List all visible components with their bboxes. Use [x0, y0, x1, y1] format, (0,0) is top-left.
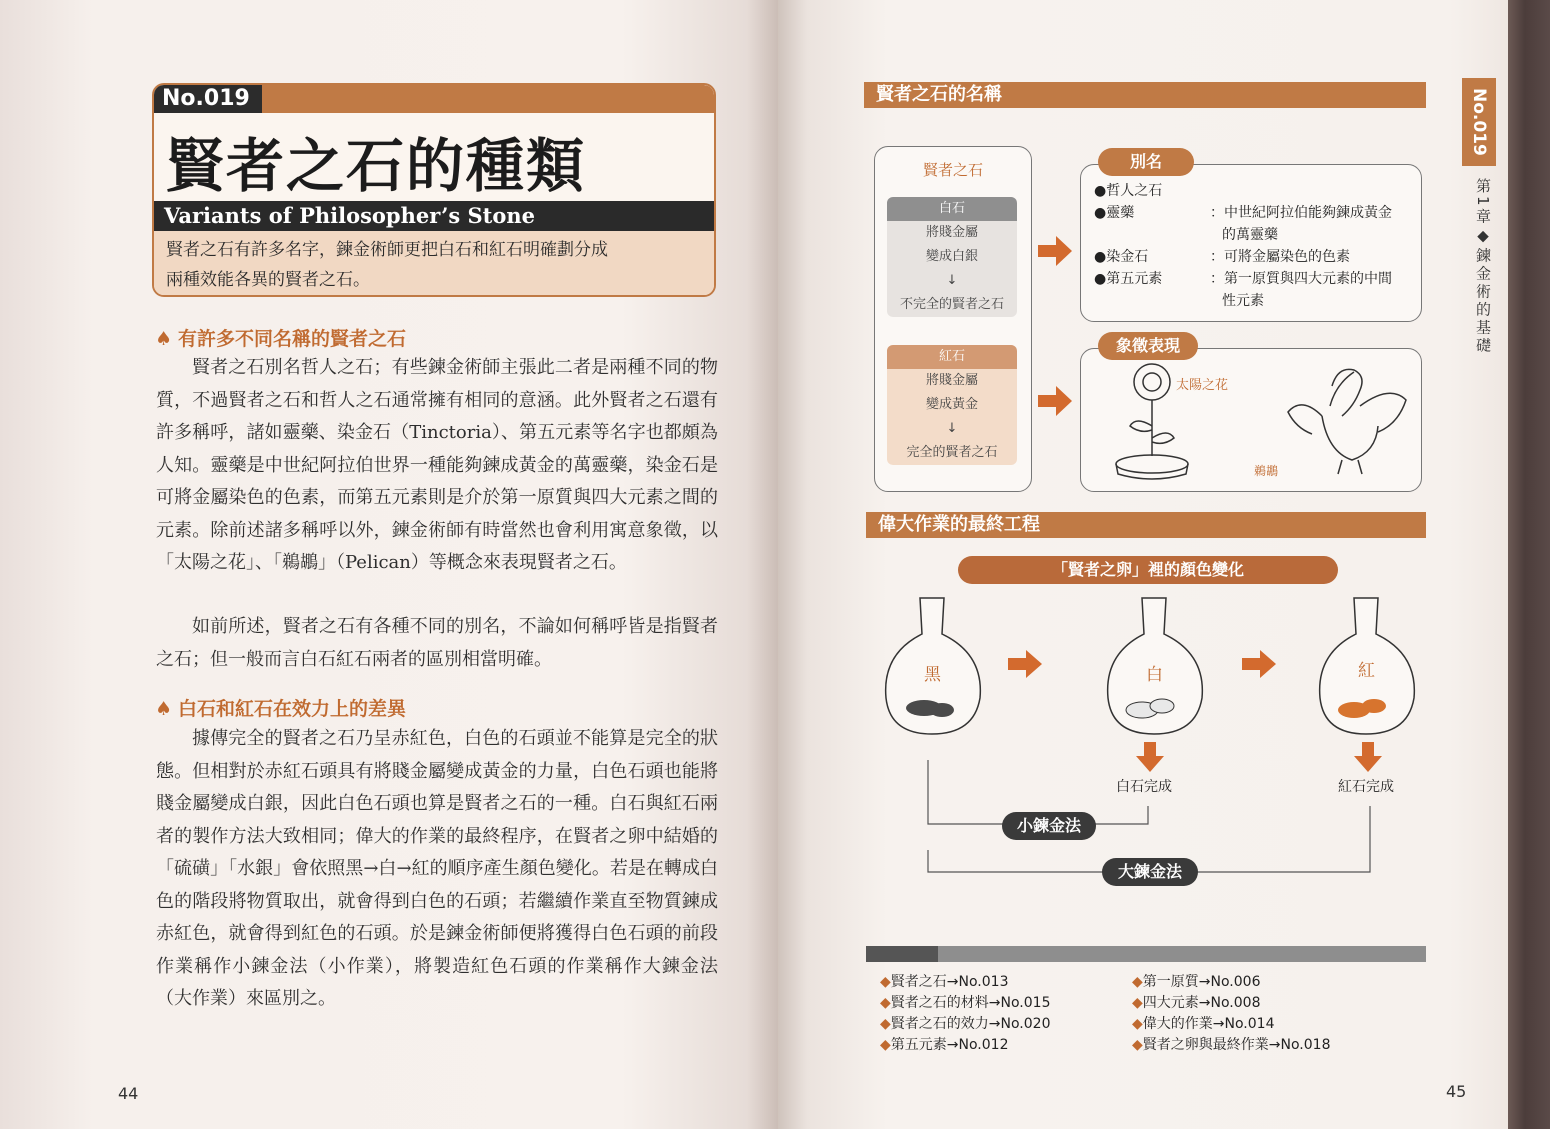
body-paragraph-1: 賢者之石別名哲人之石；有些鍊金術師主張此二者是兩種不同的物質，不過賢者之石和哲人之石通常擁有相同的意涵。此外賢者之石還有許多稱呼，諸如靈藥、染金石（Tinctoria）、第五元素等名字也都頗為人知。靈藥是中世紀阿拉伯世界一種能夠鍊成黃金的萬靈藥，染金石是可將金屬染色的色素，而第五元素則是介於第一原質與四大元素之間的元素。除前述諸多稱呼以外，鍊金術師有時當然也會利用寓意象徵，以「太陽之花」、「鵜鶘」（Pelican）等概念來表現賢者之石。: [156, 357, 718, 573]
spade-icon: ♠: [155, 698, 173, 720]
side-number-tab: No.019: [1462, 78, 1496, 166]
black-stage-label: 黑: [924, 665, 941, 685]
related-item: ◆賢者之卵與最終作業→No.018: [1132, 1037, 1331, 1053]
lead-summary: [154, 231, 714, 295]
white-stone-card: [887, 197, 1017, 317]
alias-row: ●哲人之石: [1094, 183, 1163, 199]
related-list-right: [1132, 972, 1330, 1056]
red-stone-result: 完全的賢者之石: [906, 445, 998, 460]
white-stage-label: 白: [1146, 665, 1163, 685]
body-paragraph-2: 如前所述，賢者之石有各種不同的別名，不論如何稱呼皆是指賢者之石；但一般而言白石紅石兩者的區別相當明確。: [156, 616, 718, 670]
section-bar-final: 偉大作業的最終工程: [866, 512, 1426, 538]
title-box: [152, 83, 716, 297]
related-item: ◆偉大的作業→No.014: [1132, 1016, 1275, 1032]
white-stone-line-2: 變成白銀: [925, 249, 978, 264]
english-title: Variants of Philosopher’s Stone: [154, 201, 714, 231]
red-stage-label: 紅: [1358, 661, 1375, 681]
red-stone-card: [887, 345, 1017, 465]
white-stone-title: 白石: [887, 197, 1017, 221]
pelican-icon: [1282, 356, 1412, 482]
number-bar: [262, 85, 714, 113]
related-item: ◆賢者之石的效力→No.020: [880, 1016, 1051, 1032]
right-arrow-icon: [1038, 386, 1074, 416]
related-item: ◆第一原質→No.006: [1132, 974, 1261, 990]
white-stone-line-1: 將賤金屬: [925, 225, 978, 240]
page-title: 賢者之石的種類: [166, 132, 587, 200]
alias-row: ●第五元素 ：第一原質與四大元素的中間: [1094, 271, 1392, 287]
red-stone-title: 紅石: [887, 345, 1017, 369]
alias-row: ●染金石 ：可將金屬染色的色素: [1094, 249, 1350, 265]
page-number-left: 44: [118, 1084, 139, 1103]
lead-line-2: 兩種效能各異的賢者之石。: [166, 270, 370, 290]
pelican-label: 鵜鶘: [1254, 464, 1279, 478]
book-edge: [1508, 0, 1550, 1129]
related-items-bar: [866, 946, 1426, 962]
white-stone-done: 白石完成: [1116, 779, 1172, 795]
page-number-right: 45: [1446, 1082, 1467, 1101]
section-heading-difference: ♠ 白石和紅石在效力上的差異: [155, 698, 407, 720]
section-heading-names: ♠ 有許多不同名稱的賢者之石: [155, 328, 407, 350]
small-method-pill: 小鍊金法: [1002, 812, 1096, 840]
alias-row: 的萬靈藥: [1222, 227, 1278, 243]
stone-types-box: [874, 146, 1032, 492]
red-stone-line-2: 變成黃金: [925, 397, 978, 412]
red-stone-line-1: 將賤金屬: [925, 373, 978, 388]
section-bar-names: 賢者之石的名稱: [864, 82, 1426, 108]
alias-row: 性元素: [1222, 293, 1264, 309]
red-stone-done: 紅石完成: [1338, 779, 1394, 795]
related-list-left: [880, 972, 1050, 1056]
alias-pill: 別名: [1098, 148, 1194, 176]
alias-row: ●靈藥 ：中世紀阿拉伯能夠鍊成黃金: [1094, 205, 1392, 221]
body-paragraph-3: 據傳完全的賢者之石乃呈赤紅色，白色的石頭並不能算是完全的狀態。但相對於赤紅石頭具有將賤金屬變成黃金的力量，白色石頭也能將賤金屬變成白銀，因此白色石頭也算是賢者之石的一種。白石與紅石兩者的製作方法大致相同；偉大的作業的最終程序，在賢者之卵中結婚的「硫磺」「水銀」會依照黑→白→紅的順序產生顏色變化。若是在轉成白色的階段將物質取出，就會得到白色的石頭；若繼續作業直至物質鍊成赤紅色，就會得到紅色的石頭。於是鍊金術師便將獲得白色石頭的前段作業稱作小鍊金法（小作業），將製造紅色石頭的作業稱作大鍊金法（大作業）來區別之。: [156, 728, 718, 1009]
chapter-label: 第1章◆鍊金術的基礎: [1474, 178, 1492, 356]
symbol-pill: 象徵表現: [1098, 332, 1198, 360]
egg-color-pill: 「賢者之卵」裡的顏色變化: [958, 556, 1338, 584]
down-arrow-icon: ↓: [946, 273, 958, 288]
related-item: ◆第五元素→No.012: [880, 1037, 1009, 1053]
lead-line-1: 賢者之石有許多名字，鍊金術師更把白石和紅石明確劃分成: [166, 240, 608, 260]
alias-list: [1094, 180, 1414, 312]
spade-icon: ♠: [155, 328, 173, 350]
related-item: ◆賢者之石的材料→No.015: [880, 995, 1051, 1011]
down-arrow-icon: ↓: [946, 421, 958, 436]
sun-flower-label: 太陽之花: [1176, 378, 1229, 393]
number-tag: No.019: [154, 85, 262, 113]
related-item: ◆賢者之石→No.013: [880, 974, 1009, 990]
large-method-pill: 大鍊金法: [1102, 858, 1198, 886]
stone-box-title: 賢者之石: [922, 161, 983, 179]
white-stone-result: 不完全的賢者之石: [899, 297, 1004, 312]
right-arrow-icon: [1038, 236, 1074, 266]
related-item: ◆四大元素→No.008: [1132, 995, 1261, 1011]
